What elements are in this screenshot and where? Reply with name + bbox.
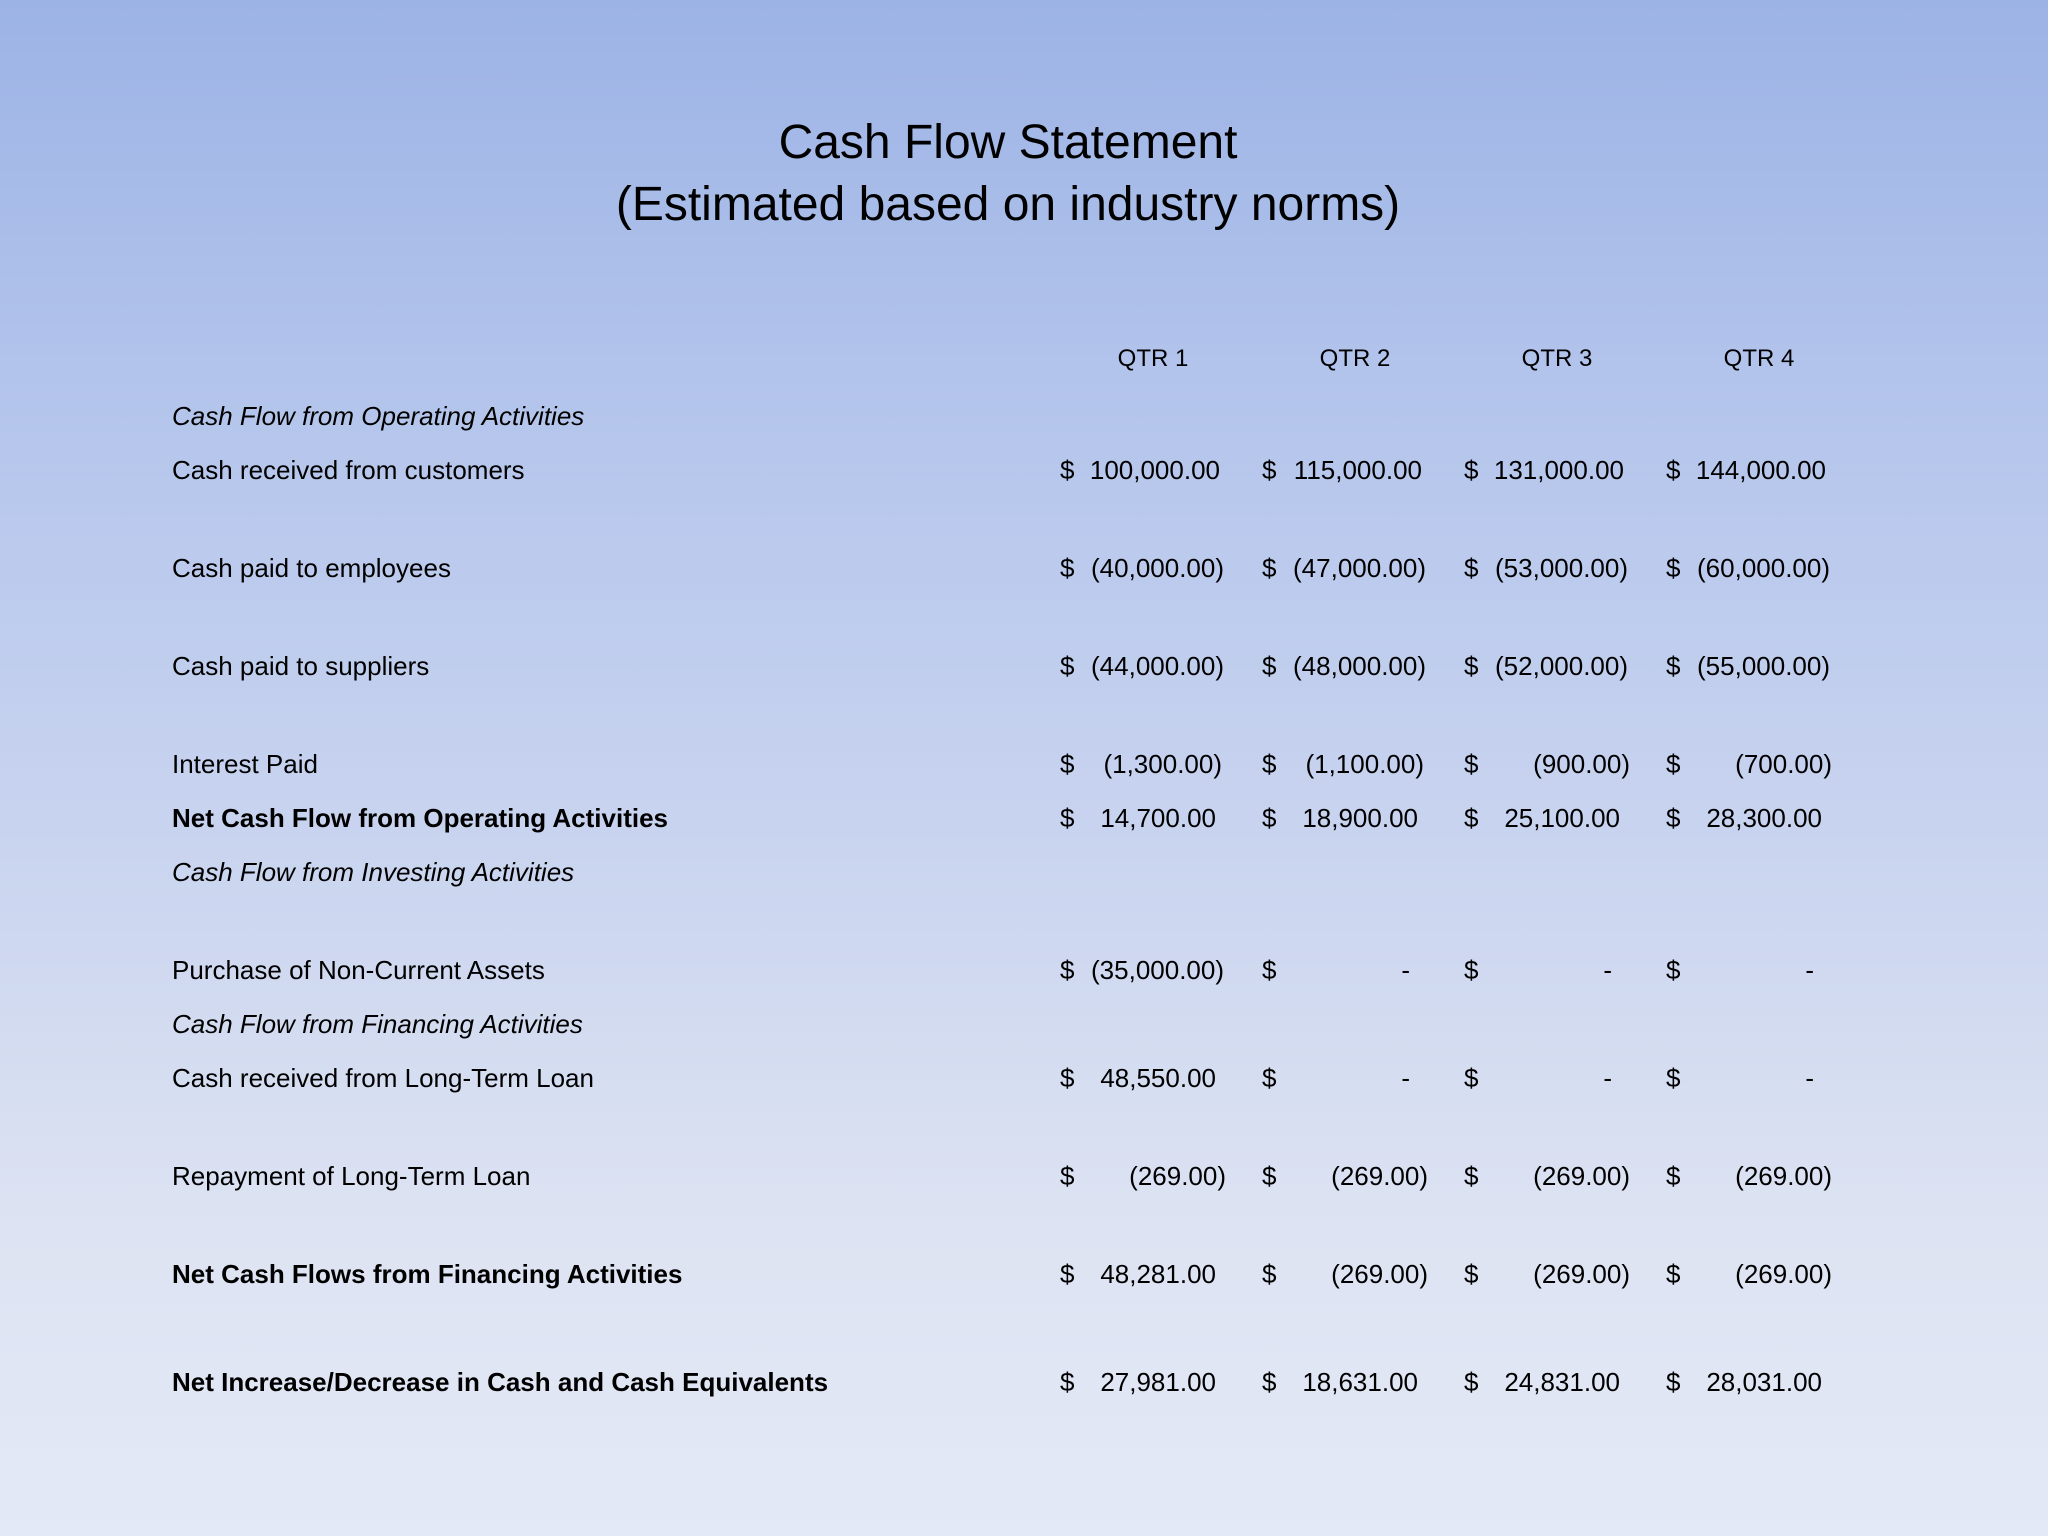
amount: -	[1805, 955, 1814, 985]
amount: 144,000.00	[1695, 455, 1826, 485]
row-label: Cash paid to suppliers	[172, 651, 430, 681]
currency-symbol: $	[1060, 1063, 1075, 1093]
amount: (269.00)	[1129, 1161, 1226, 1191]
value-cell	[1464, 1257, 1628, 1291]
value-cell	[1060, 453, 1224, 487]
value-cell	[1262, 1159, 1426, 1193]
currency-symbol: $	[1060, 803, 1075, 833]
amount: 27,981.00	[1100, 1367, 1216, 1397]
value-cell	[1666, 1365, 1830, 1399]
title-line-1: Cash Flow Statement	[778, 116, 1238, 169]
currency-symbol: $	[1060, 553, 1075, 583]
amount: (1,100.00)	[1305, 749, 1424, 779]
amount: 18,900.00	[1302, 803, 1418, 833]
currency-symbol: $	[1262, 1063, 1277, 1093]
currency-symbol: $	[1262, 955, 1277, 985]
currency-symbol: $	[1262, 1367, 1277, 1397]
currency-symbol: $	[1464, 955, 1479, 985]
value-cell	[1060, 551, 1224, 585]
currency-symbol: $	[1464, 1063, 1479, 1093]
amount: 48,281.00	[1100, 1259, 1216, 1289]
amount: 25,100.00	[1504, 803, 1620, 833]
value-cell	[1666, 747, 1830, 781]
value-cell	[1464, 953, 1628, 987]
page-title	[0, 112, 2016, 236]
amount: 115,000.00	[1293, 455, 1422, 485]
currency-symbol: $	[1262, 1259, 1277, 1289]
section-header-investing	[0, 855, 2048, 889]
row-label: Purchase of Non-Current Assets	[172, 955, 545, 985]
value-cell	[1666, 953, 1830, 987]
table-row-total	[0, 1257, 2048, 1291]
amount: (1,300.00)	[1103, 749, 1222, 779]
value-cell	[1666, 649, 1830, 683]
value-cell	[1262, 1257, 1426, 1291]
amount: (40,000.00)	[1091, 553, 1224, 583]
table-row	[0, 551, 2048, 585]
value-cell	[1060, 1365, 1224, 1399]
table-row	[0, 1061, 2048, 1095]
currency-symbol: $	[1666, 955, 1681, 985]
amount: (269.00)	[1331, 1259, 1428, 1289]
currency-symbol: $	[1060, 1161, 1075, 1191]
amount: (47,000.00)	[1293, 553, 1426, 583]
amount: -	[1603, 1063, 1612, 1093]
row-label: Net Increase/Decrease in Cash and Cash Equivalents	[172, 1367, 829, 1397]
currency-symbol: $	[1464, 1161, 1479, 1191]
currency-symbol: $	[1464, 749, 1479, 779]
amount: (60,000.00)	[1697, 553, 1830, 583]
currency-symbol: $	[1262, 553, 1277, 583]
row-label: Cash Flow from Financing Activities	[172, 1009, 583, 1039]
currency-symbol: $	[1666, 553, 1681, 583]
table-row	[0, 649, 2048, 683]
currency-symbol: $	[1666, 651, 1681, 681]
value-cell	[1262, 649, 1426, 683]
value-cell	[1060, 1257, 1224, 1291]
amount: 14,700.00	[1100, 803, 1216, 833]
amount: 18,631.00	[1302, 1367, 1418, 1397]
currency-symbol: $	[1262, 1161, 1277, 1191]
currency-symbol: $	[1666, 749, 1681, 779]
amount: -	[1603, 955, 1612, 985]
value-cell	[1464, 1159, 1628, 1193]
currency-symbol: $	[1464, 455, 1479, 485]
currency-symbol: $	[1666, 1367, 1681, 1397]
amount: 28,031.00	[1706, 1367, 1822, 1397]
value-cell	[1666, 1257, 1830, 1291]
amount: (44,000.00)	[1091, 651, 1224, 681]
value-cell	[1262, 801, 1426, 835]
amount: -	[1401, 955, 1410, 985]
currency-symbol: $	[1666, 1063, 1681, 1093]
value-cell	[1060, 649, 1224, 683]
amount: (269.00)	[1735, 1161, 1832, 1191]
value-cell	[1464, 453, 1628, 487]
currency-symbol: $	[1262, 749, 1277, 779]
row-label: Cash paid to employees	[172, 553, 451, 583]
column-header-qtr2: QTR 2	[1319, 345, 1391, 372]
currency-symbol: $	[1060, 749, 1075, 779]
value-cell	[1464, 801, 1628, 835]
column-header-qtr1: QTR 1	[1117, 345, 1189, 372]
value-cell	[1060, 801, 1224, 835]
section-header-operating	[0, 399, 2048, 433]
row-label: Net Cash Flows from Financing Activities	[172, 1259, 683, 1289]
amount: (53,000.00)	[1495, 553, 1628, 583]
currency-symbol: $	[1464, 651, 1479, 681]
table-row-grand-total	[0, 1365, 2048, 1399]
value-cell	[1060, 1061, 1224, 1095]
table-row	[0, 953, 2048, 987]
amount: (269.00)	[1735, 1259, 1832, 1289]
currency-symbol: $	[1060, 651, 1075, 681]
row-label: Repayment of Long-Term Loan	[172, 1161, 531, 1191]
amount: 48,550.00	[1100, 1063, 1216, 1093]
currency-symbol: $	[1666, 1161, 1681, 1191]
row-label: Interest Paid	[172, 749, 318, 779]
currency-symbol: $	[1666, 1259, 1681, 1289]
row-label: Cash Flow from Investing Activities	[172, 857, 575, 887]
amount: (269.00)	[1331, 1161, 1428, 1191]
title-line-2: (Estimated based on industry norms)	[615, 178, 1401, 231]
amount: (700.00)	[1735, 749, 1832, 779]
amount: -	[1805, 1063, 1814, 1093]
amount: (269.00)	[1533, 1161, 1630, 1191]
value-cell	[1666, 1061, 1830, 1095]
value-cell	[1666, 551, 1830, 585]
table-row	[0, 453, 2048, 487]
row-label: Cash received from Long-Term Loan	[172, 1063, 594, 1093]
amount: (55,000.00)	[1697, 651, 1830, 681]
value-cell	[1666, 1159, 1830, 1193]
amount: 131,000.00	[1493, 455, 1624, 485]
value-cell	[1262, 1061, 1426, 1095]
value-cell	[1060, 1159, 1224, 1193]
value-cell	[1464, 747, 1628, 781]
column-header-qtr4: QTR 4	[1723, 345, 1795, 372]
currency-symbol: $	[1464, 553, 1479, 583]
row-label: Cash Flow from Operating Activities	[172, 401, 585, 431]
amount: 24,831.00	[1504, 1367, 1620, 1397]
currency-symbol: $	[1060, 1259, 1075, 1289]
row-label: Cash received from customers	[172, 455, 525, 485]
currency-symbol: $	[1060, 455, 1075, 485]
currency-symbol: $	[1666, 455, 1681, 485]
value-cell	[1464, 1061, 1628, 1095]
currency-symbol: $	[1060, 955, 1075, 985]
amount: 100,000.00	[1089, 455, 1220, 485]
currency-symbol: $	[1464, 803, 1479, 833]
table-row-total	[0, 801, 2048, 835]
table-row	[0, 747, 2048, 781]
currency-symbol: $	[1060, 1367, 1075, 1397]
value-cell	[1262, 1365, 1426, 1399]
value-cell	[1262, 747, 1426, 781]
value-cell	[1666, 453, 1830, 487]
value-cell	[1464, 649, 1628, 683]
currency-symbol: $	[1666, 803, 1681, 833]
value-cell	[1060, 953, 1224, 987]
currency-symbol: $	[1262, 455, 1277, 485]
value-cell	[1464, 1365, 1628, 1399]
currency-symbol: $	[1464, 1367, 1479, 1397]
value-cell	[1262, 551, 1426, 585]
value-cell	[1262, 953, 1426, 987]
amount: (48,000.00)	[1293, 651, 1426, 681]
value-cell	[1262, 453, 1426, 487]
value-cell	[1060, 747, 1224, 781]
column-header-qtr3: QTR 3	[1521, 345, 1593, 372]
section-header-financing	[0, 1007, 2048, 1041]
amount: (35,000.00)	[1091, 955, 1224, 985]
currency-symbol: $	[1262, 651, 1277, 681]
row-label: Net Cash Flow from Operating Activities	[172, 803, 669, 833]
amount: (900.00)	[1533, 749, 1630, 779]
amount: (269.00)	[1533, 1259, 1630, 1289]
amount: -	[1401, 1063, 1410, 1093]
table-row	[0, 1159, 2048, 1193]
value-cell	[1666, 801, 1830, 835]
amount: (52,000.00)	[1495, 651, 1628, 681]
value-cell	[1464, 551, 1628, 585]
currency-symbol: $	[1262, 803, 1277, 833]
amount: 28,300.00	[1706, 803, 1822, 833]
currency-symbol: $	[1464, 1259, 1479, 1289]
